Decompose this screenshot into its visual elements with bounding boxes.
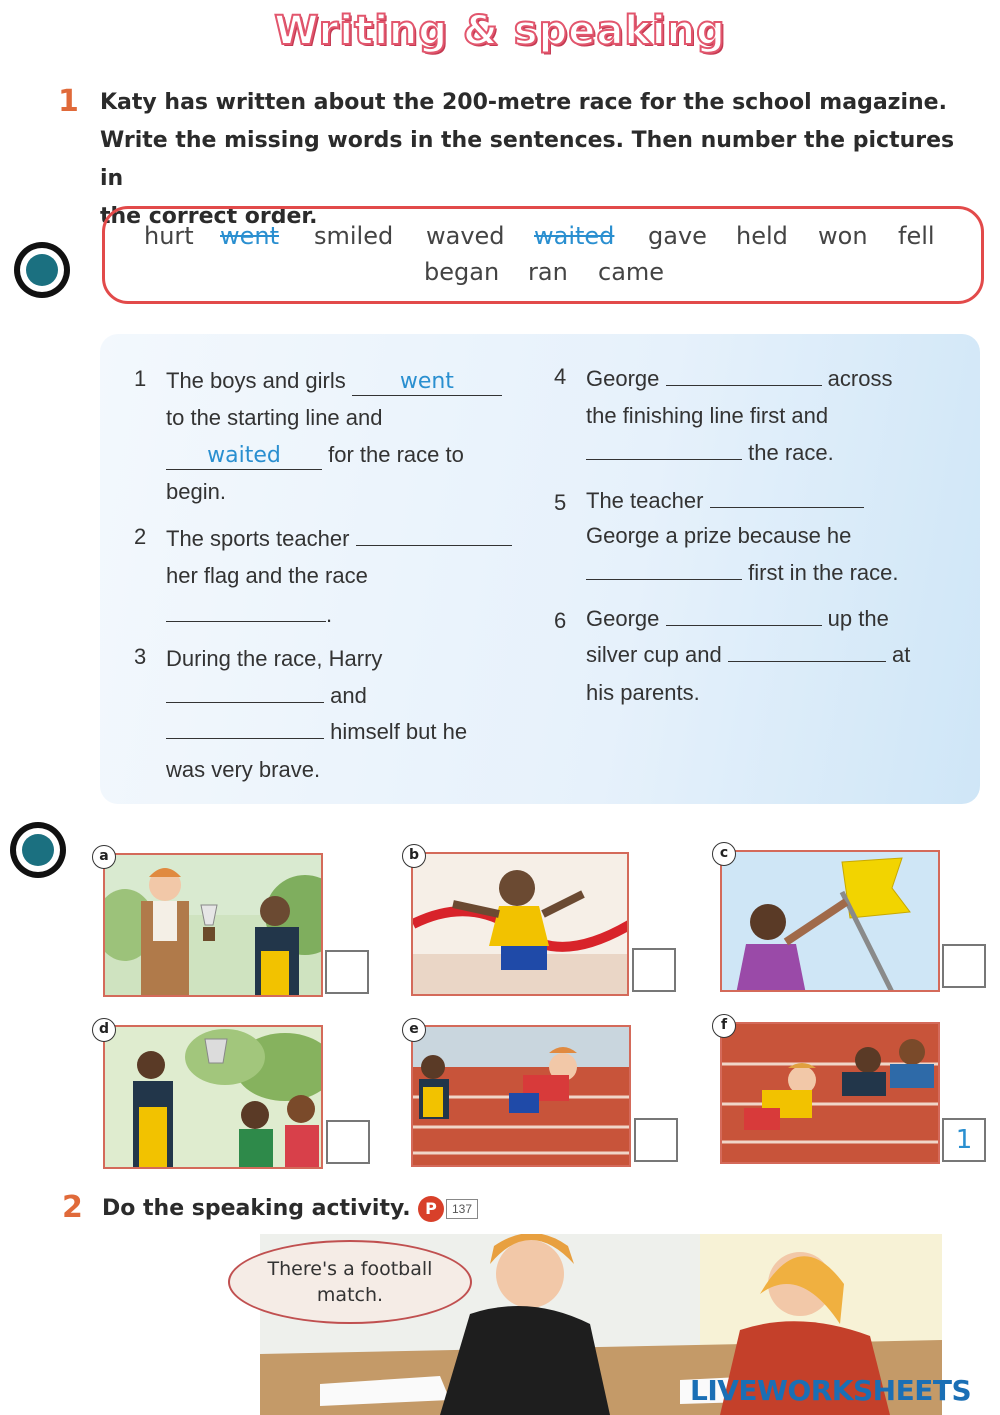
sentence-text: first in the race.: [748, 560, 899, 585]
sentence-text: up the: [827, 606, 889, 631]
sentence-text: himself but he: [330, 719, 468, 744]
sentence-text: the race.: [748, 440, 834, 465]
sentence-text: her flag and the race: [166, 563, 368, 588]
sentence-text: The sports teacher: [166, 526, 350, 551]
picture-label: f: [712, 1014, 736, 1038]
page-title: Writing & speaking: [274, 8, 726, 54]
word-hurt: hurt: [144, 222, 194, 250]
word-smiled: smiled: [314, 222, 394, 250]
word-ran: ran: [528, 258, 568, 286]
order-input-b[interactable]: [632, 948, 676, 992]
sentence-2-line-3: [166, 596, 332, 633]
answer-input-1a[interactable]: went: [352, 369, 502, 396]
audio-radio-button-1[interactable]: [14, 242, 70, 298]
picture-f-start: [720, 1022, 940, 1164]
sentence-4-line-3: [586, 434, 834, 471]
sentence-text: The boys and girls: [166, 368, 346, 393]
sentence-text: and: [330, 683, 367, 708]
sentence-number: 1: [134, 366, 147, 391]
sentence-3-line-2: [166, 677, 367, 714]
picture-e-fall: [411, 1025, 631, 1167]
sentence-text: silver cup and: [586, 642, 722, 667]
word-went-used: went: [220, 222, 280, 250]
page-badge-icon: P: [418, 1196, 444, 1222]
radio-dot-icon: [22, 834, 54, 866]
word-fell: fell: [898, 222, 935, 250]
illustration-cup-presentation: [105, 855, 323, 997]
picture-label: b: [402, 844, 426, 868]
picture-label: d: [92, 1018, 116, 1042]
answer-input-3a[interactable]: [166, 678, 324, 703]
answer-input-6a[interactable]: [666, 601, 822, 626]
word-waved: waved: [426, 222, 505, 250]
sentence-text: George: [586, 366, 660, 391]
sentence-text: the finishing line first and: [586, 403, 829, 428]
word-held: held: [736, 222, 788, 250]
sentence-text: George: [586, 606, 660, 631]
sentence-text: begin.: [166, 479, 226, 504]
word-bank: [102, 206, 984, 304]
sentence-5-line-3: [586, 554, 899, 591]
illustration-flag-wave: [722, 852, 940, 992]
instruction-line: Write the missing words in the sentences. Then number the pictures in: [100, 128, 955, 191]
answer-input-5a[interactable]: [710, 483, 864, 508]
instruction-line: the correct order.: [100, 204, 318, 229]
order-input-a[interactable]: [325, 950, 369, 994]
sentence-text: at: [892, 642, 911, 667]
sentence-text: George a prize because he: [586, 523, 852, 548]
sentence-text: his parents.: [586, 680, 700, 705]
word-waited-used: waited: [534, 222, 615, 250]
sentence-text: .: [326, 602, 333, 627]
sentence-1-line-1: [166, 362, 502, 399]
answer-input-2b[interactable]: [166, 597, 326, 622]
speech-line: There's a football: [267, 1258, 433, 1280]
sentence-text: The teacher: [586, 488, 704, 513]
picture-b-finish-line: [411, 852, 629, 996]
word-came: came: [598, 258, 665, 286]
audio-radio-button-2[interactable]: [10, 822, 66, 878]
picture-label: c: [712, 842, 736, 866]
page-reference: 137: [446, 1199, 478, 1219]
sentence-text: across: [827, 366, 893, 391]
illustration-runner-falling: [413, 1027, 631, 1167]
sentence-text: for the race to: [328, 442, 464, 467]
instruction-line: Katy has written about the 200-metre race for the school magazine.: [100, 90, 947, 115]
sentence-text: to the starting line and: [166, 405, 383, 430]
exercise-1-number: 1: [58, 84, 79, 119]
picture-label: e: [402, 1018, 426, 1042]
sentence-3-line-3: [166, 713, 467, 750]
answer-input-4a[interactable]: [666, 361, 822, 386]
word-won: won: [818, 222, 868, 250]
sentence-number: 6: [554, 608, 567, 633]
order-input-f[interactable]: 1: [942, 1118, 986, 1162]
order-input-e[interactable]: [634, 1118, 678, 1162]
illustration-starting-line: [722, 1024, 940, 1164]
liveworksheets-logo: LIVEWORKSHEETS: [690, 1374, 972, 1407]
sentence-number: 2: [134, 524, 147, 549]
sentence-1-line-3: [166, 436, 464, 473]
sentence-6-line-1: [586, 600, 889, 637]
exercise-2-instruction: Do the speaking activity.: [102, 1196, 411, 1221]
answer-input-6b[interactable]: [728, 637, 886, 662]
speech-line: match.: [316, 1284, 384, 1306]
answer-input-3b[interactable]: [166, 714, 324, 739]
illustration-finish-line: [413, 854, 629, 996]
sentence-number: 5: [554, 490, 567, 515]
answer-input-4b[interactable]: [586, 435, 742, 460]
order-input-c[interactable]: [942, 944, 986, 988]
picture-a-prize-cup: [103, 853, 323, 997]
radio-dot-icon: [26, 254, 58, 286]
picture-label: a: [92, 845, 116, 869]
sentence-text: During the race, Harry: [166, 646, 383, 671]
answer-input-2a[interactable]: [356, 521, 512, 546]
sentence-number: 4: [554, 364, 567, 389]
answer-input-5b[interactable]: [586, 555, 742, 580]
sentence-6-line-2: [586, 636, 910, 673]
sentence-4-line-1: [586, 360, 892, 397]
picture-d-cup-raise: [103, 1025, 323, 1169]
illustration-holding-cup: [105, 1027, 323, 1169]
answer-input-1b[interactable]: waited: [166, 443, 322, 470]
sentence-number: 3: [134, 644, 147, 669]
sentence-2-line-1: [166, 520, 512, 557]
speech-bubble: [228, 1240, 472, 1324]
word-began: began: [424, 258, 500, 286]
exercise-2-number: 2: [62, 1190, 83, 1225]
sentence-5-line-1: [586, 482, 864, 519]
sentence-text: was very brave.: [166, 757, 321, 782]
order-input-d[interactable]: [326, 1120, 370, 1164]
word-gave: gave: [648, 222, 707, 250]
picture-c-flag: [720, 850, 940, 992]
